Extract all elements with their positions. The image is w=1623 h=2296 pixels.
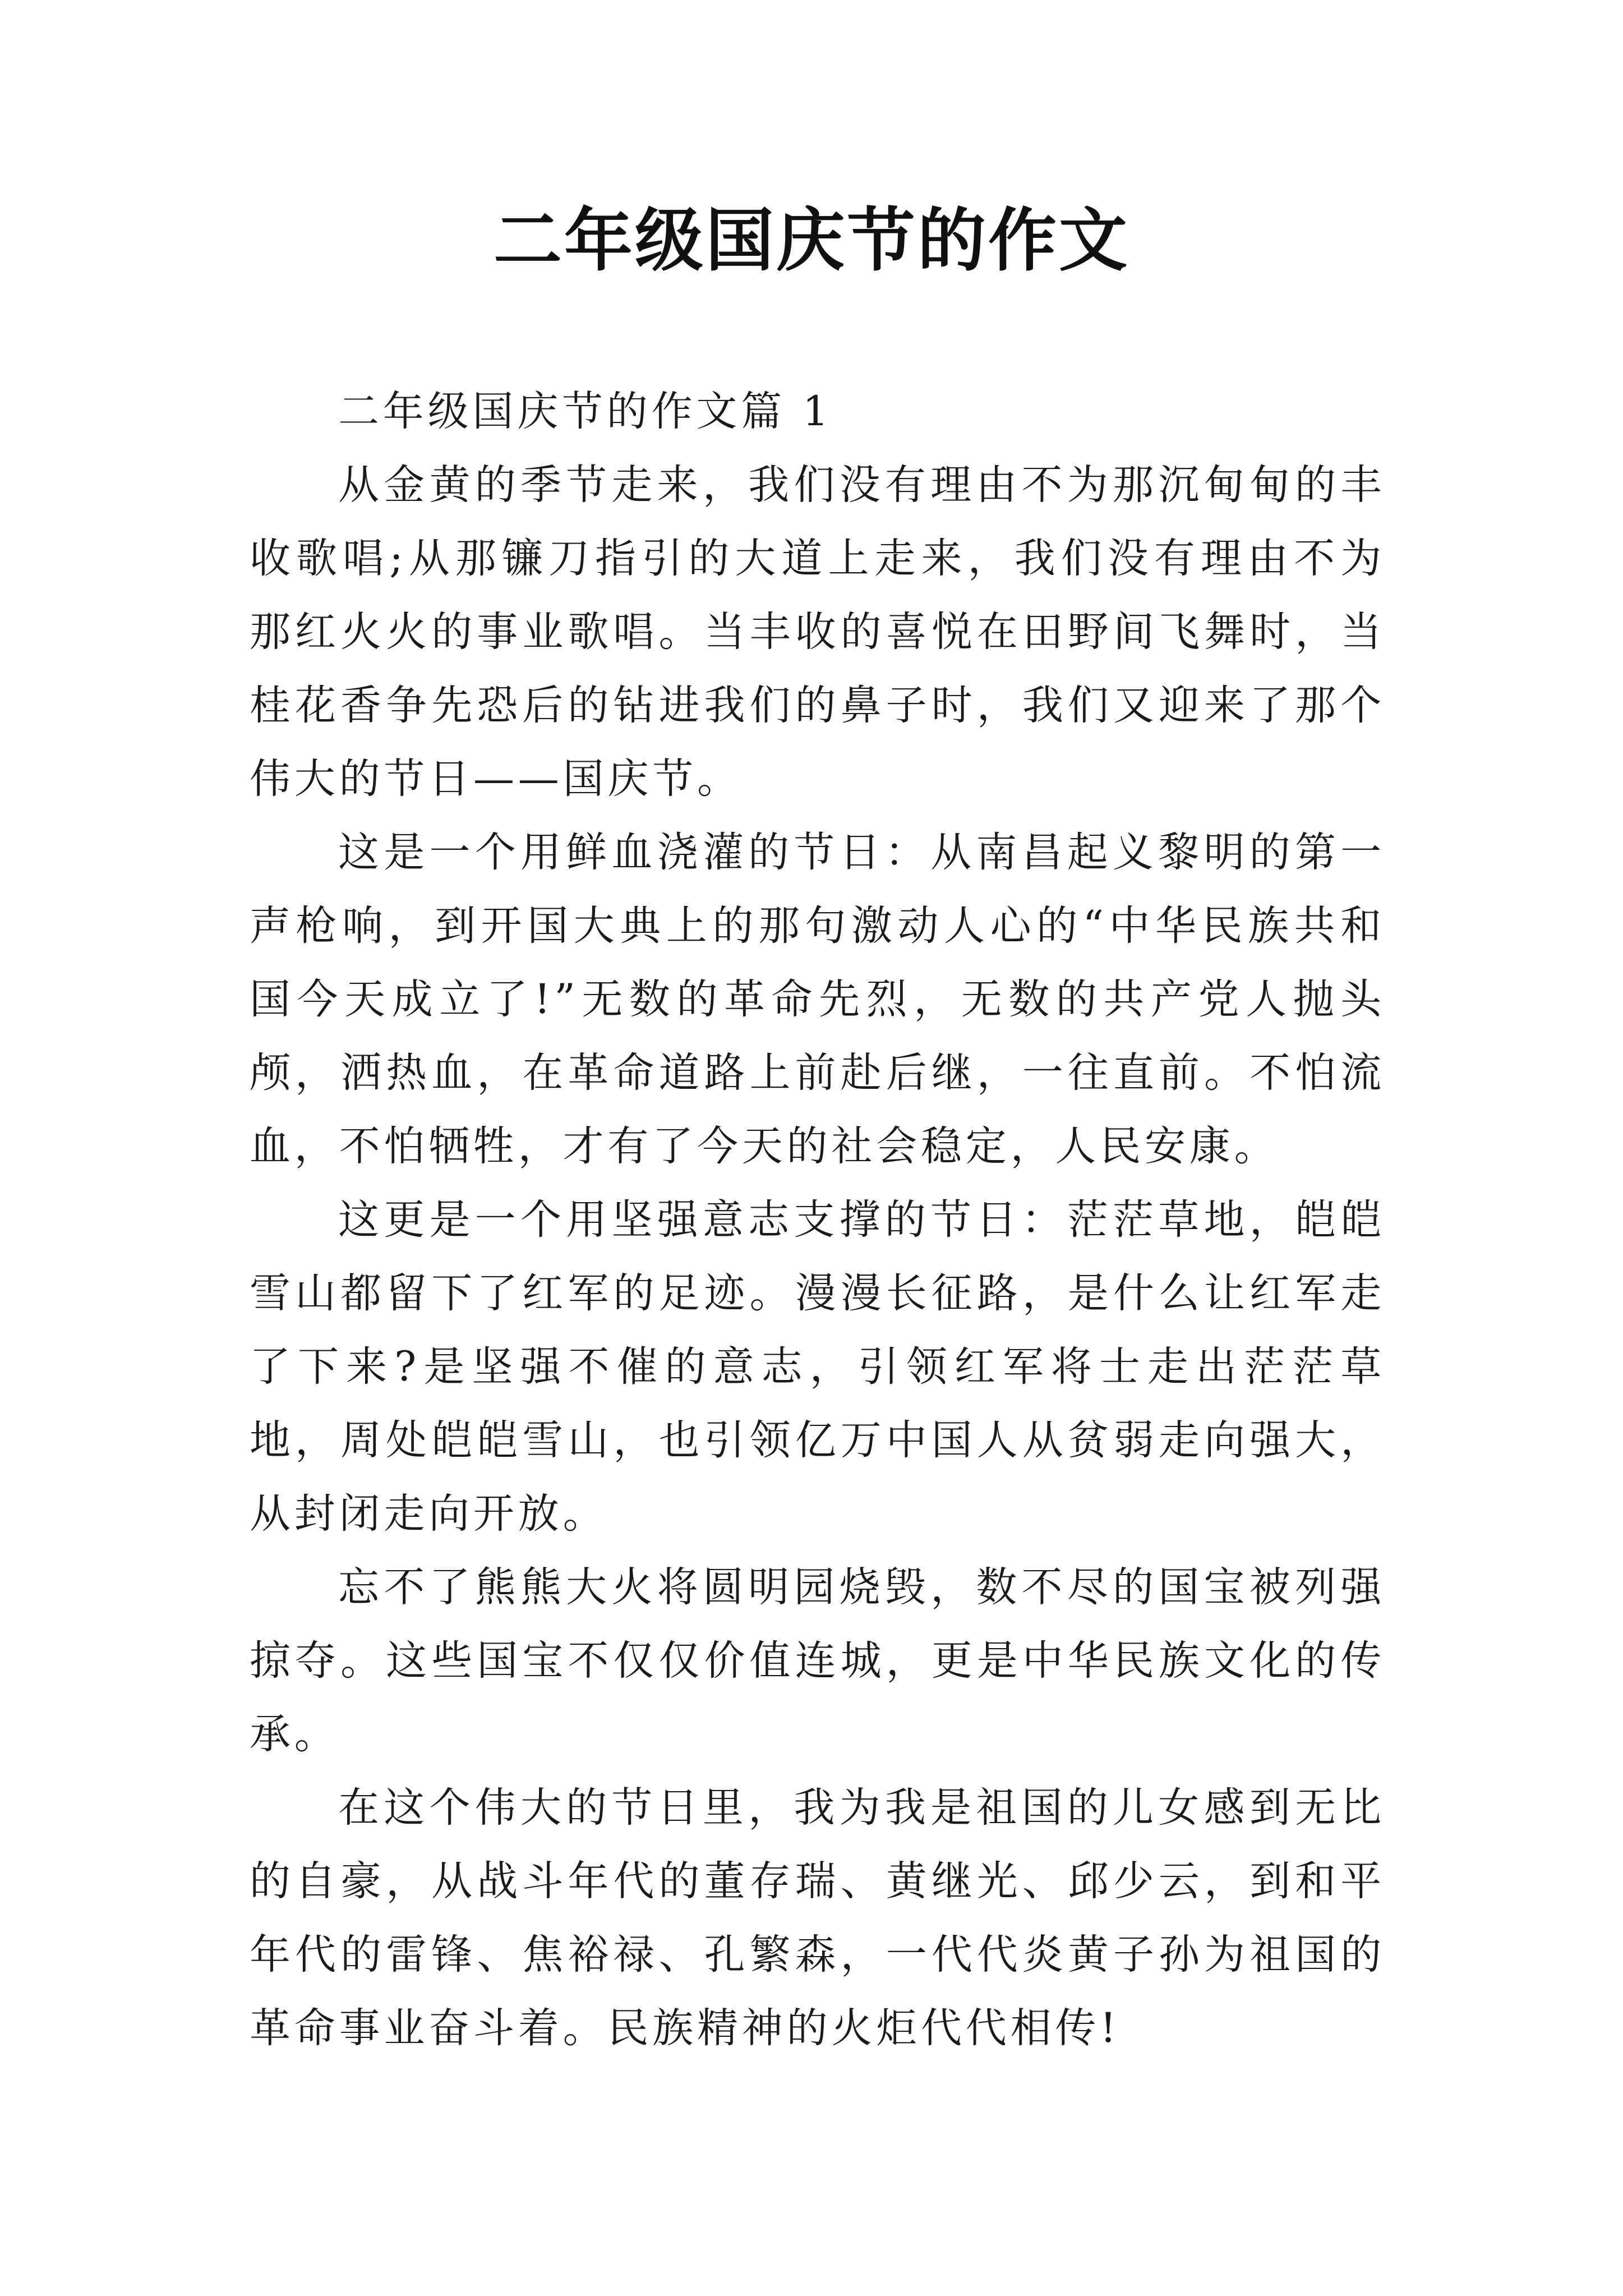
- paragraph-4: 忘不了熊熊大火将圆明园烧毁，数不尽的国宝被列强掠夺。这些国宝不仅仅价值连城，更是中华民族文化的传承。: [250, 1563, 1385, 1758]
- paragraph-1: 从金黄的季节走来，我们没有理由不为那沉甸甸的丰收歌唱;从那镰刀指引的大道上走来，我们没有理由不为那红火火的事业歌唱。当丰收的喜悦在田野间飞舞时，当桂花香争先恐后的钻进我们的鼻子时，我们又迎来了那个伟大的节日——国庆节。: [250, 461, 1385, 803]
- page-title: 二年级国庆节的作文: [494, 200, 1129, 280]
- section-heading: 二年级国庆节的作文篇 1: [338, 388, 833, 435]
- paragraph-3: 这更是一个用坚强意志支撑的节日：茫茫草地，皑皑雪山都留下了红军的足迹。漫漫长征路，是什么让红军走了下来?是坚强不催的意志，引领红军将士走出茫茫草地，周处皑皑雪山，也引领亿万中国人从贫弱走向强大，从封闭走向开放。: [250, 1196, 1385, 1538]
- paragraph-5: 在这个伟大的节日里，我为我是祖国的儿女感到无比的自豪，从战斗年代的董存瑞、黄继光、邱少云，到和平年代的雷锋、焦裕禄、孔繁森，一代代炎黄子孙为祖国的革命事业奋斗着。民族精神的火炬代代相传!: [250, 1784, 1385, 2052]
- document-body: [250, 375, 1385, 2065]
- paragraph-2: 这是一个用鲜血浇灌的节日：从南昌起义黎明的第一声枪响，到开国大典上的那句激动人心的“中华民族共和国今天成立了!”无数的革命先烈，无数的共产党人抛头颅，洒热血，在革命道路上前赴后继，一往直前。不怕流血，不怕牺牲，才有了今天的社会稳定，人民安康。: [250, 829, 1385, 1170]
